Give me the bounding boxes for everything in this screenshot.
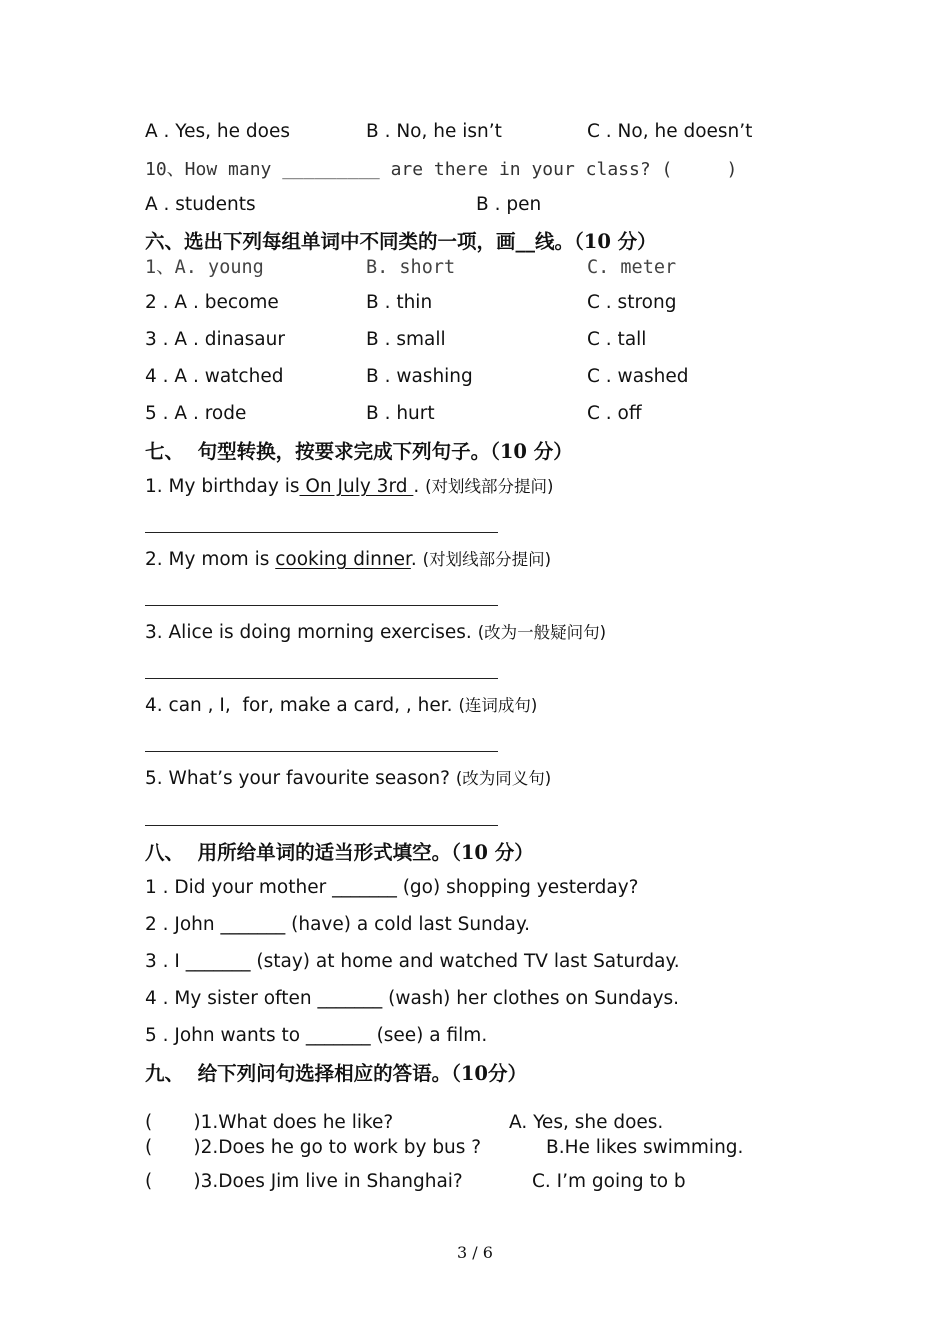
s7-item-3 [145,621,606,645]
s7-item-2-text: 2. My mom is [145,549,276,570]
s6-row2-c: C . strong [587,292,677,313]
s7-item-4 [145,694,537,718]
s7-answer-line-5[interactable] [145,825,498,826]
s6-row3-b: B . small [366,329,446,350]
page-number: 3 / 6 [457,1243,493,1262]
s7-answer-line-4[interactable] [145,751,498,752]
s7-item-3-note: (改为一般疑问句) [477,623,607,642]
s6-row3-a: 3 . A . dinasaur [145,329,285,350]
s7-answer-line-1[interactable] [145,532,498,533]
s9-question-1: ( )1.What does he like? [145,1112,394,1133]
s7-answer-line-3[interactable] [145,678,498,679]
q10-option-a: A . students [145,194,256,215]
s6-row1-b: B. short [366,257,456,278]
section8-heading: 八、 用所给单词的适当形式填空。（10 分） [145,841,534,864]
section9-heading: 九、 给下列问句选择相应的答语。（10分） [145,1062,527,1085]
s7-item-1-post: . [413,476,426,497]
s6-row2-b: B . thin [366,292,433,313]
s7-item-1-text: 1. My birthday is [145,476,300,497]
s6-row1-c: C. meter [587,257,677,278]
s8-item-2: 2 . John _______ (have) a cold last Sunday. [145,914,531,935]
s7-item-4-text: 4. can , I, for, make a card, , her. [145,695,459,716]
s6-row5-c: C . off [587,403,642,424]
s9-answer-b: B.He likes swimming. [546,1137,744,1158]
s6-row5-b: B . hurt [366,403,435,424]
s6-row4-c: C . washed [587,366,689,387]
s9-question-2: ( )2.Does he go to work by bus ? [145,1137,482,1158]
s7-item-1-underlined: On July 3rd [299,476,414,497]
q10-option-b: B . pen [476,194,542,215]
s7-item-5 [145,767,551,791]
s8-item-5: 5 . John wants to _______ (see) a film. [145,1025,488,1046]
s6-row2-a: 2 . A . become [145,292,279,313]
section6-heading: 六、选出下列每组单词中不同类的一项，画__线。（10 分） [145,230,657,253]
q9-option-a: A . Yes, he does [145,121,290,142]
s6-row5-a: 5 . A . rode [145,403,247,424]
s7-answer-line-2[interactable] [145,605,498,606]
s7-item-2-post: . [410,549,423,570]
s7-item-1 [145,475,554,499]
s6-row1-a: 1、A. young [145,257,264,278]
section7-heading: 七、 句型转换，按要求完成下列句子。（10 分） [145,440,573,463]
s7-item-5-note: (改为同义句) [455,769,552,788]
s7-item-2-underlined: cooking dinner [275,549,411,570]
s9-answer-c: C. I’m going to b [532,1171,686,1192]
q9-option-c: C . No, he doesn’t [587,121,753,142]
s6-row4-a: 4 . A . watched [145,366,284,387]
s6-row3-c: C . tall [587,329,647,350]
s9-answer-a: A. Yes, she does. [509,1112,664,1133]
s7-item-1-note: (对划线部分提问) [425,477,554,496]
s7-item-2-note: (对划线部分提问) [422,550,552,569]
s9-question-3: ( )3.Does Jim live in Shanghai? [145,1171,463,1192]
s7-item-2 [145,548,551,572]
s8-item-3: 3 . I _______ (stay) at home and watched TV last Saturday. [145,951,680,972]
s8-item-4: 4 . My sister often _______ (wash) her clothes on Sundays. [145,988,680,1009]
s8-item-1: 1 . Did your mother _______ (go) shopping yesterday? [145,877,639,898]
q10-stem: 10、How many _________ are there in your class? ( ) [145,159,738,180]
s7-item-4-note: (连词成句) [458,696,538,715]
q9-option-b: B . No, he isn’t [366,121,502,142]
s7-item-5-text: 5. What’s your favourite season? [145,768,456,789]
s6-row4-b: B . washing [366,366,473,387]
s7-item-3-text: 3. Alice is doing morning exercises. [145,622,478,643]
